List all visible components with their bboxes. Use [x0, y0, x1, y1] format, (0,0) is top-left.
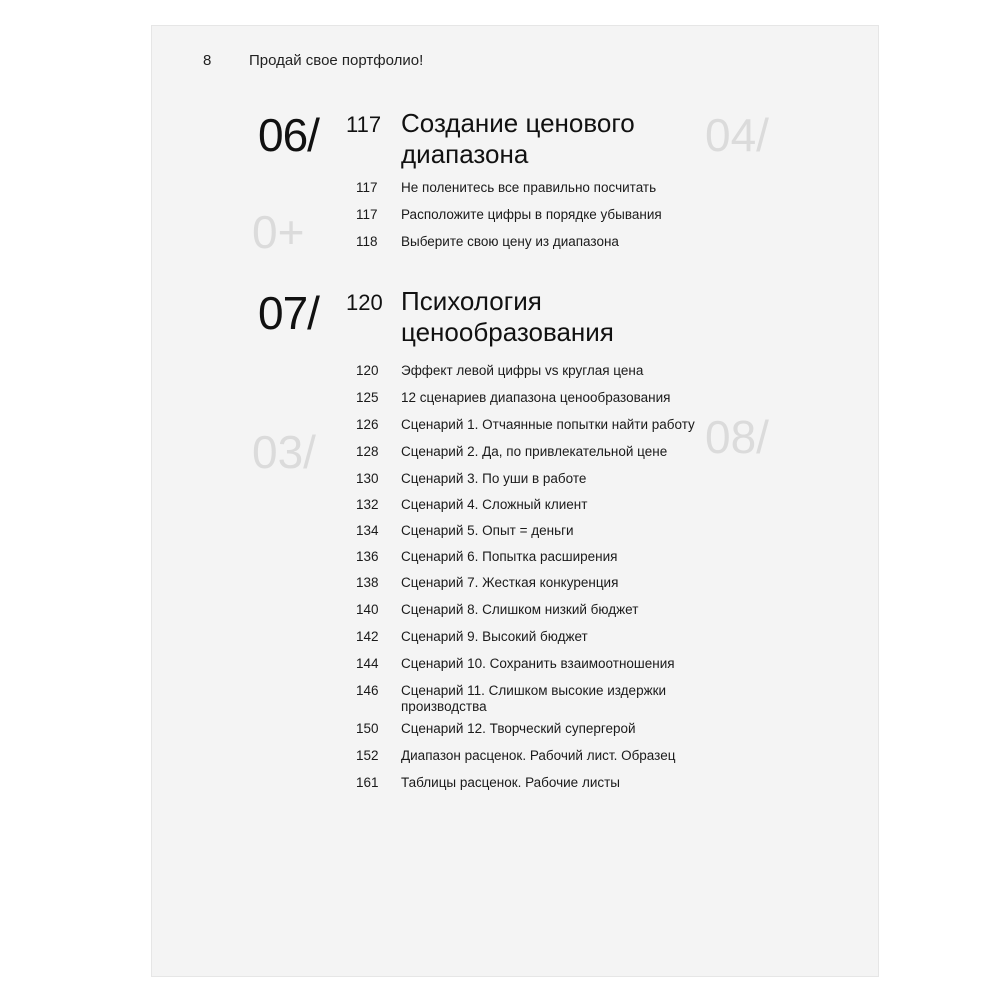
toc-entry-title: Эффект левой цифры vs круглая цена: [401, 363, 644, 378]
toc-entry-page: 144: [356, 656, 379, 671]
toc-entry-page: 130: [356, 471, 379, 486]
page-number: 8: [203, 52, 212, 69]
toc-entry-page: 117: [356, 207, 378, 222]
toc-entry-page: 134: [356, 523, 379, 538]
toc-entry-title: Сценарий 11. Слишком высокие издержки производства: [401, 683, 667, 714]
toc-entry-page: 140: [356, 602, 379, 617]
toc-entry-page: 138: [356, 575, 379, 590]
toc-entry-title: Сценарий 5. Опыт = деньги: [401, 523, 574, 538]
toc-entry-page: 150: [356, 721, 379, 736]
toc-entry-title: Сценарий 2. Да, по привлекательной цене: [401, 444, 668, 459]
toc-entry-title: Диапазон расценок. Рабочий лист. Образец: [401, 748, 676, 763]
toc-entry-page: 120: [356, 363, 379, 378]
toc-entry-page: 117: [356, 180, 378, 195]
toc-entry-title: Сценарий 9. Высокий бюджет: [401, 629, 588, 644]
toc-entry-page: 142: [356, 629, 379, 644]
toc-entry-title: Сценарий 7. Жесткая конкуренция: [401, 575, 619, 590]
toc-entry-title: 12 сценариев диапазона ценообразования: [401, 390, 671, 405]
chapter-title: Создание ценового диапазона: [401, 108, 635, 169]
toc-entry-title: Сценарий 8. Слишком низкий бюджет: [401, 602, 639, 617]
toc-entry-title: Сценарий 10. Сохранить взаимоотношения: [401, 656, 675, 671]
toc-entry-title: Расположите цифры в порядке убывания: [401, 207, 662, 222]
chapter-page: 117: [346, 112, 382, 137]
toc-entry-page: 132: [356, 497, 379, 512]
chapter-number: 06/: [258, 109, 319, 161]
running-title: Продай свое портфолио!: [249, 52, 424, 69]
chapter-title: Психология ценообразования: [401, 286, 614, 347]
toc-entry-page: 125: [356, 390, 379, 405]
toc-entry-title: Таблицы расценок. Рабочие листы: [401, 775, 620, 790]
chapter-page: 120: [346, 290, 383, 315]
show-through-text: 03/: [252, 426, 316, 478]
toc-entry-page: 126: [356, 417, 379, 432]
toc-entry-page: 128: [356, 444, 379, 459]
show-through-text: 08/: [705, 411, 769, 463]
toc-entry-title: Сценарий 1. Отчаянные попытки найти работу: [401, 417, 695, 432]
show-through-text: 04/: [705, 109, 769, 161]
toc-entry-page: 136: [356, 549, 379, 564]
toc-entry-page: 161: [356, 775, 379, 790]
toc-entry-title: Выберите свою цену из диапазона: [401, 234, 619, 249]
toc-entry-title: Сценарий 12. Творческий супергерой: [401, 721, 636, 736]
toc-entry-page: 118: [356, 234, 378, 249]
toc-entry-title: Сценарий 6. Попытка расширения: [401, 549, 618, 564]
toc-entry-title: Не поленитесь все правильно посчитать: [401, 180, 657, 195]
toc-entry-page: 152: [356, 748, 379, 763]
toc-entry-title: Сценарий 3. По уши в работе: [401, 471, 587, 486]
toc-entry-page: 146: [356, 683, 379, 698]
chapter-number: 07/: [258, 287, 319, 339]
toc-entry-title: Сценарий 4. Сложный клиент: [401, 497, 588, 512]
show-through-text: 0+: [252, 206, 305, 258]
